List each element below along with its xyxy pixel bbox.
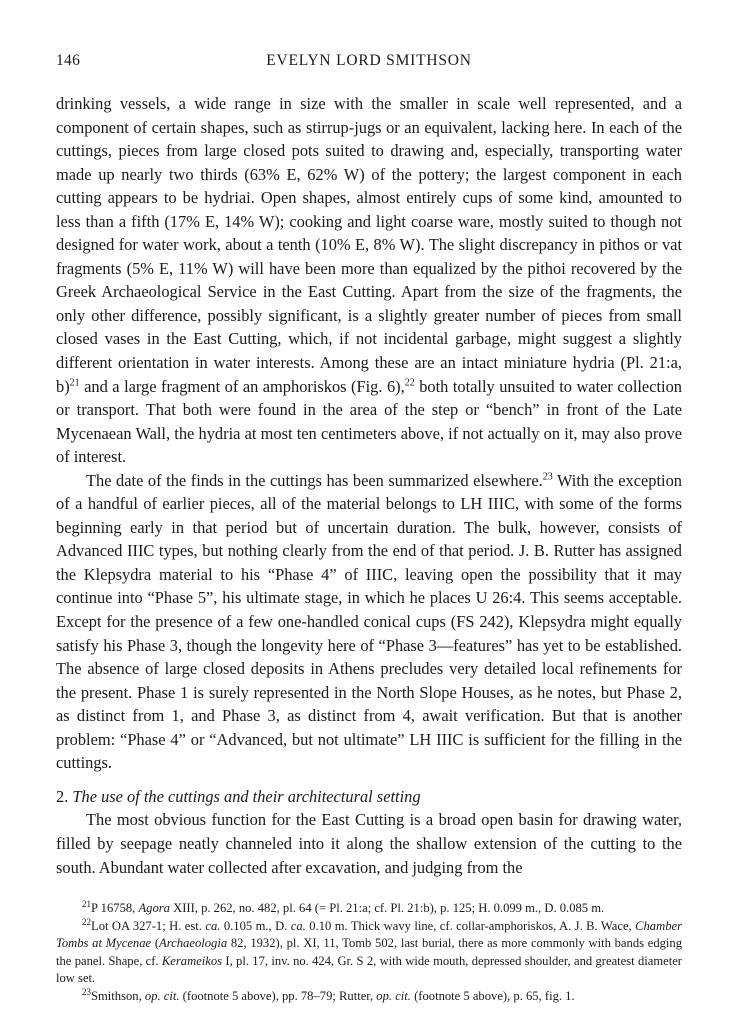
footnote-ref-21[interactable]: 21	[69, 377, 80, 389]
footnote-22: $^{22}$Lot OA 327-1; H. est. ca. 0.105 m., D. ca. 0.10 m. Thick wavy line, cf. collar-amphoriskos, A. J. B. Wace, Chamber Tombs at Mycenae (Archaeologia 82, 1932), pl. XI, 11, Tomb 502, last burial, there as more commonly with bands edging the panel. Shape, cf. Kerameikos I, pl. 17, inv. no. 424, Gr. S 2, with wide mouth, depressed shoulder, and greatest diameter low set.	[56, 917, 683, 985]
footnote-mark: 21	[82, 898, 91, 909]
footnote-mark: 23	[82, 986, 91, 997]
footnotes	[56, 900, 682, 1005]
paragraph-1: drinking vessels, a wide range in size with the smaller in scale well represented, and a component of certain shapes, such as stirrup-jugs or an equivalent, lacking here. In each of the cuttings, pieces from large closed pots suited to drawing and, especially, transporting water made up nearly two thirds (63% E, 62% W) of the pottery; the largest component in each cutting appears to be hydriai. Open shapes, almost entirely cups of some kind, amounted to less than a fifth (17% E, 14% W); cooking and light coarse ware, mostly suited to though not designed for water work, about a tenth (10% E, 8% W). The slight discrepancy in pithos or vat fragments (5% E, 11% W) will have been more than equalized by the pithoi recovered by the Greek Archaeological Service in the East Cutting. Apart from the size of the fragments, the only other difference, possibly significant, is a slightly greater number of pieces from small closed vases in the East Cutting, which, if not incidental garbage, might suggest a slightly different orientation in water interests. Among these are an intact miniature hydria (Pl. 21:a, b)$^{21}$ and a large fragment of an amphoriskos (Fig. 6),$^{22}$ both totally unsuited to water collection or transport. That both were found in the area of the step or “bench” in front of the Late Mycenaean Wall, the hydria at most ten centimeters above, if not actually on it, may also prove of interest.	[56, 94, 682, 467]
body-text	[56, 92, 682, 879]
footnote-mark: 22	[82, 917, 91, 928]
footnote-21: $^{21}$P 16758, Agora XIII, p. 262, no. 482, pl. 64 (= Pl. 21:a; cf. Pl. 21:b), p. 125; H. 0.099 m., D. 0.085 m.	[82, 898, 605, 916]
paragraph-3: The most obvious function for the East Cutting is a broad open basin for drawing water, filled by seepage neatly channeled into it along the shallow extension of the cutting to the south. Abundant water collected after excavation, and judging from the	[56, 810, 682, 877]
running-head	[56, 52, 682, 78]
section-number: 2.	[56, 786, 69, 806]
footnote-ref-22[interactable]: 22	[404, 377, 415, 389]
running-title: EVELYN LORD SMITHSON	[266, 52, 472, 69]
section-heading	[56, 785, 682, 809]
paragraph-2: The date of the finds in the cuttings has been summarized elsewhere.$^{23}$ With the exception of a handful of earlier pieces, all of the material belongs to LH IIIC, with some of the forms beginning early in that period but of uncertain duration. The bulk, however, consists of Advanced IIIC types, but nothing clearly from the end of that period. J. B. Rutter has assigned the Klepsydra material to his “Phase 4” of IIIC, leaving open the possibility that it may continue into “Phase 5”, his ultimate stage, in which he places U 26:4. This seems acceptable. Except for the presence of a few one-handled conical cups (FS 242), Klepsydra might equally satisfy his Phase 3, though the longevity here of “Phase 3—features” has yet to be established. The absence of large closed deposits in Athens precludes very detailed local refinements for the present. Phase 1 is surely represented in the North Slope Houses, as he notes, but Phase 2, as distinct from 1, and Phase 3, as distinct from 4, await verification. But that is another problem: “Phase 4” or “Advanced, but not ultimate” LH IIIC is sufficient for the filling in the cuttings.	[56, 470, 682, 773]
footnote-ref-23[interactable]: 23	[542, 471, 553, 483]
page-number: 146	[56, 52, 81, 69]
page	[56, 52, 682, 1005]
section-title: The use of the cuttings and their architectural setting	[72, 786, 421, 806]
footnote-23: $^{23}$Smithson, op. cit. (footnote 5 above), pp. 78–79; Rutter, op. cit. (footnote 5 above), p. 65, fig. 1.	[82, 986, 575, 1004]
